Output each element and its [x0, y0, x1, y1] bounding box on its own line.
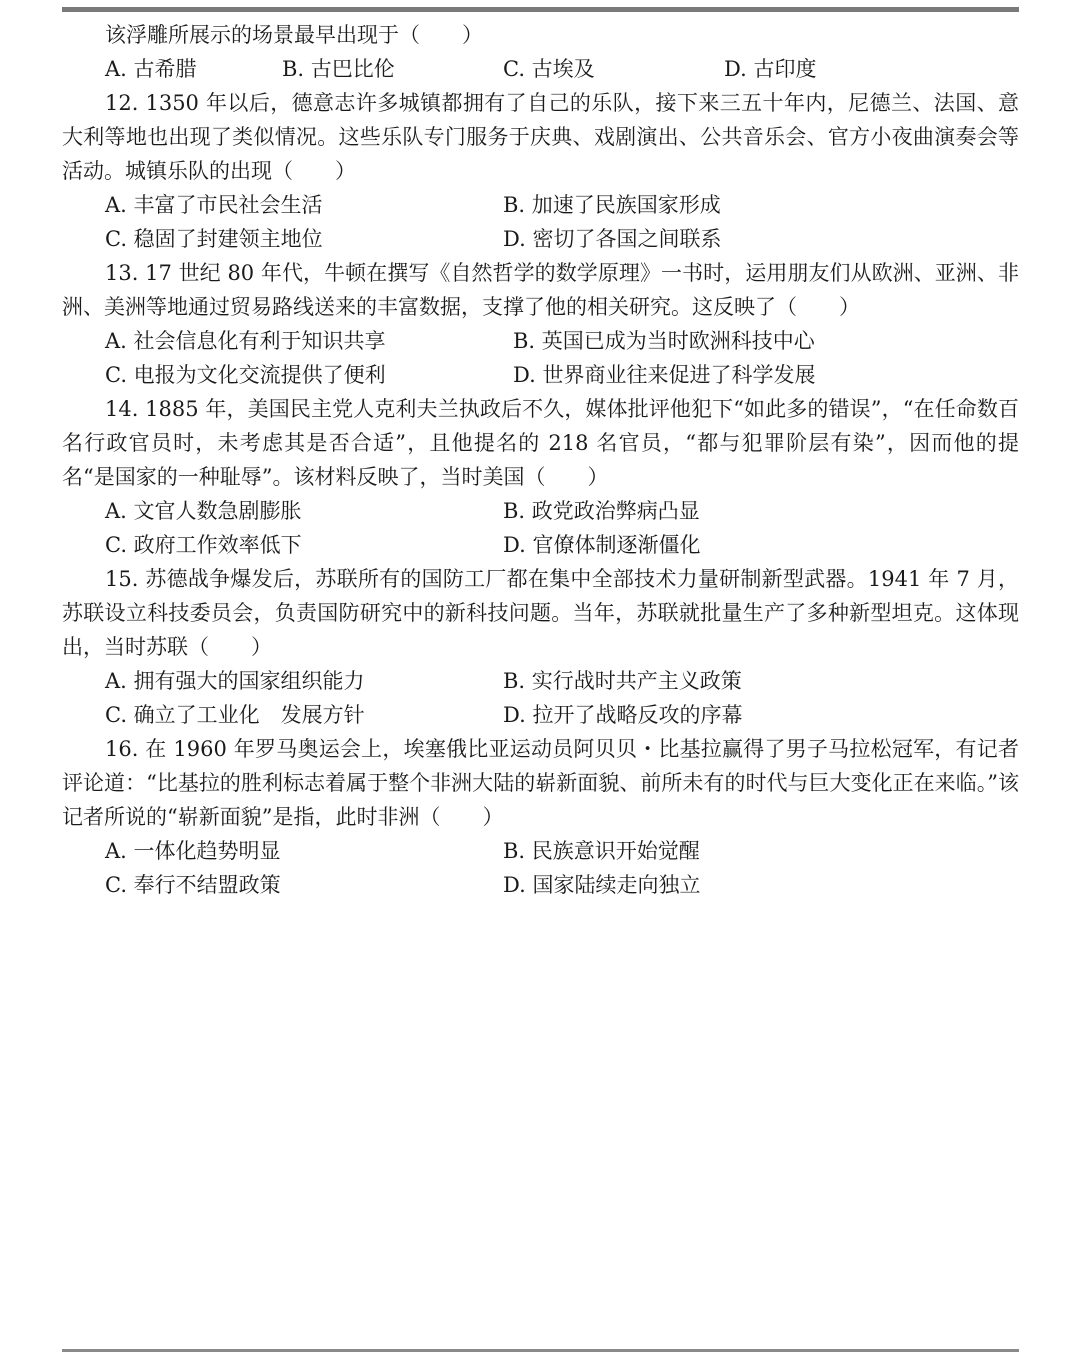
q12-option-c[interactable]: C. 稳固了封建领主地位	[105, 227, 323, 251]
q14-option-b[interactable]: B. 政党政治弊病凸显	[503, 499, 700, 523]
q14-option-a[interactable]: A. 文官人数急剧膨胀	[105, 499, 302, 523]
q11-option-d[interactable]: D. 古印度	[724, 57, 817, 81]
q11-option-c[interactable]: C. 古埃及	[503, 57, 595, 81]
q13-options-row1	[62, 324, 1019, 358]
q15-option-b[interactable]: B. 实行战时共产主义政策	[503, 669, 742, 693]
q13-option-c[interactable]: C. 电报为文化交流提供了便利	[105, 363, 386, 387]
q16-option-c[interactable]: C. 奉行不结盟政策	[105, 873, 281, 897]
q16-stem: 16. 在 1960 年罗马奥运会上，埃塞俄比亚运动员阿贝贝・比基拉赢得了男子马拉松冠军，有记者评论道：“比基拉的胜利标志着属于整个非洲大陆的崭新面貌、前所未有的时代与巨大变化正在来临。”该记者所说的“崭新面貌”是指，此时非洲（ ）	[62, 737, 1019, 829]
q13-option-d[interactable]: D. 世界商业往来促进了科学发展	[513, 363, 816, 387]
q15-stem: 15. 苏德战争爆发后，苏联所有的国防工厂都在集中全部技术力量研制新型武器。1941 年 7 月，苏联设立科技委员会，负责国防研究中的新科技问题。当年，苏联就批量生产了多种新型坦克。这体现出，当时苏联（ ）	[62, 567, 1019, 659]
q14-options-row1	[62, 494, 1019, 528]
q14-options-row2	[62, 528, 1019, 562]
q11-option-b[interactable]: B. 古巴比伦	[282, 57, 395, 81]
q12-option-b[interactable]: B. 加速了民族国家形成	[503, 193, 721, 217]
q13-options-row2	[62, 358, 1019, 392]
question-page	[62, 18, 1019, 902]
q14-option-c[interactable]: C. 政府工作效率低下	[105, 533, 302, 557]
q12-options-row2	[62, 222, 1019, 256]
q16-option-b[interactable]: B. 民族意识开始觉醒	[503, 839, 700, 863]
top-rule	[62, 7, 1019, 12]
q13-option-a[interactable]: A. 社会信息化有利于知识共享	[105, 329, 386, 353]
q15-options-row2	[62, 698, 1019, 732]
q12-stem: 12. 1350 年以后，德意志许多城镇都拥有了自己的乐队，接下来三五十年内，尼德兰、法国、意大利等地也出现了类似情况。这些乐队专门服务于庆典、戏剧演出、公共音乐会、官方小夜曲演奏会等活动。城镇乐队的出现（ ）	[62, 91, 1019, 183]
q11-options	[62, 52, 1019, 86]
bottom-rule	[62, 1349, 1019, 1352]
q16-options-row2	[62, 868, 1019, 902]
q13-option-b[interactable]: B. 英国已成为当时欧洲科技中心	[513, 329, 815, 353]
q12-option-d[interactable]: D. 密切了各国之间联系	[503, 227, 722, 251]
q11-stem: 该浮雕所展示的场景最早出现于（ ）	[105, 23, 483, 47]
q11-option-a[interactable]: A. 古希腊	[105, 57, 197, 81]
q14-option-d[interactable]: D. 官僚体制逐渐僵化	[503, 533, 701, 557]
q15-option-d[interactable]: D. 拉开了战略反攻的序幕	[503, 703, 743, 727]
q12-option-a[interactable]: A. 丰富了市民社会生活	[105, 193, 323, 217]
q16-option-a[interactable]: A. 一体化趋势明显	[105, 839, 281, 863]
q14-stem: 14. 1885 年，美国民主党人克利夫兰执政后不久，媒体批评他犯下“如此多的错误”，“在任命数百名行政官员时，未考虑其是否合适”，且他提名的 218 名官员，“都与犯罪阶层有染”，因而他的提名“是国家的一种耻辱”。该材料反映了，当时美国（ ）	[62, 397, 1019, 489]
q16-option-d[interactable]: D. 国家陆续走向独立	[503, 873, 701, 897]
q12-options-row1	[62, 188, 1019, 222]
q15-option-a[interactable]: A. 拥有强大的国家组织能力	[105, 669, 365, 693]
q16-options-row1	[62, 834, 1019, 868]
q15-option-c[interactable]: C. 确立了工业化 发展方针	[105, 703, 365, 727]
q13-stem: 13. 17 世纪 80 年代，牛顿在撰写《自然哲学的数学原理》一书时，运用朋友们从欧洲、亚洲、非洲、美洲等地通过贸易路线送来的丰富数据，支撑了他的相关研究。这反映了（ ）	[62, 261, 1019, 319]
q15-options-row1	[62, 664, 1019, 698]
